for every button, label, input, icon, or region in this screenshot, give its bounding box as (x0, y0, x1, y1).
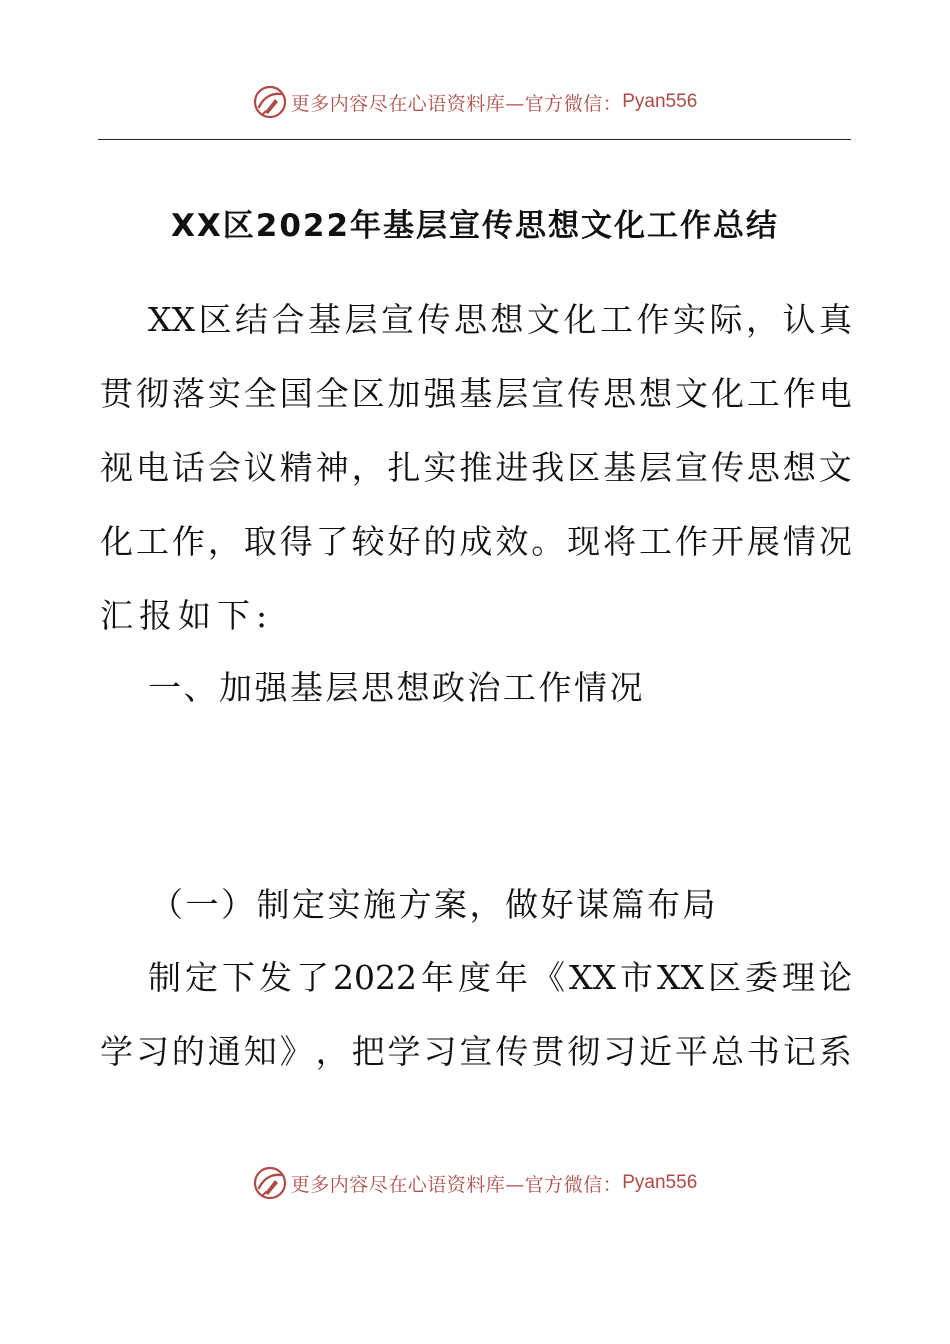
section-heading: 一、加强基层思想政治工作情况 (148, 668, 645, 707)
header-wechat-id: Pyan556 (622, 91, 698, 112)
body-line: 制 定 下 发 了 2022 年 度 年 《 XX 市 XX 区 委 理 论 (148, 958, 852, 997)
body-line: 化 工 作 ， 取 得 了 较 好 的 成 效 。 现 将 工 作 开 展 情 况 (100, 522, 852, 561)
footer-wechat-id: Pyan556 (622, 1172, 698, 1193)
footer-watermark-text: 更多内容尽在心语资料库—官方微信： (290, 1173, 623, 1196)
subsection-heading: （一）制定实施方案，做好谋篇布局 (150, 885, 718, 924)
header-watermark (0, 82, 950, 122)
header-divider (98, 139, 851, 140)
pen-logo-icon (253, 85, 287, 119)
pen-logo-icon (253, 1166, 287, 1200)
body-line: 汇报如下: (100, 596, 274, 635)
footer-watermark (0, 1163, 950, 1203)
body-line: 视 电 话 会 议 精 神 ， 扎 实 推 进 我 区 基 层 宣 传 思 想 文 (100, 448, 852, 487)
body-line: 贯 彻 落 实 全 国 全 区 加 强 基 层 宣 传 思 想 文 化 工 作 电 (100, 374, 852, 413)
body-line: 学 习 的 通 知 》 ， 把 学 习 宣 传 贯 彻 习 近 平 总 书 记 系 (100, 1032, 852, 1071)
header-watermark-text: 更多内容尽在心语资料库—官方微信： (290, 92, 623, 115)
document-title: XX区2022年基层宣传思想文化工作总结 (170, 208, 780, 244)
body-line: XX 区 结 合 基 层 宣 传 思 想 文 化 工 作 实 际 ， 认 真 (148, 300, 852, 339)
